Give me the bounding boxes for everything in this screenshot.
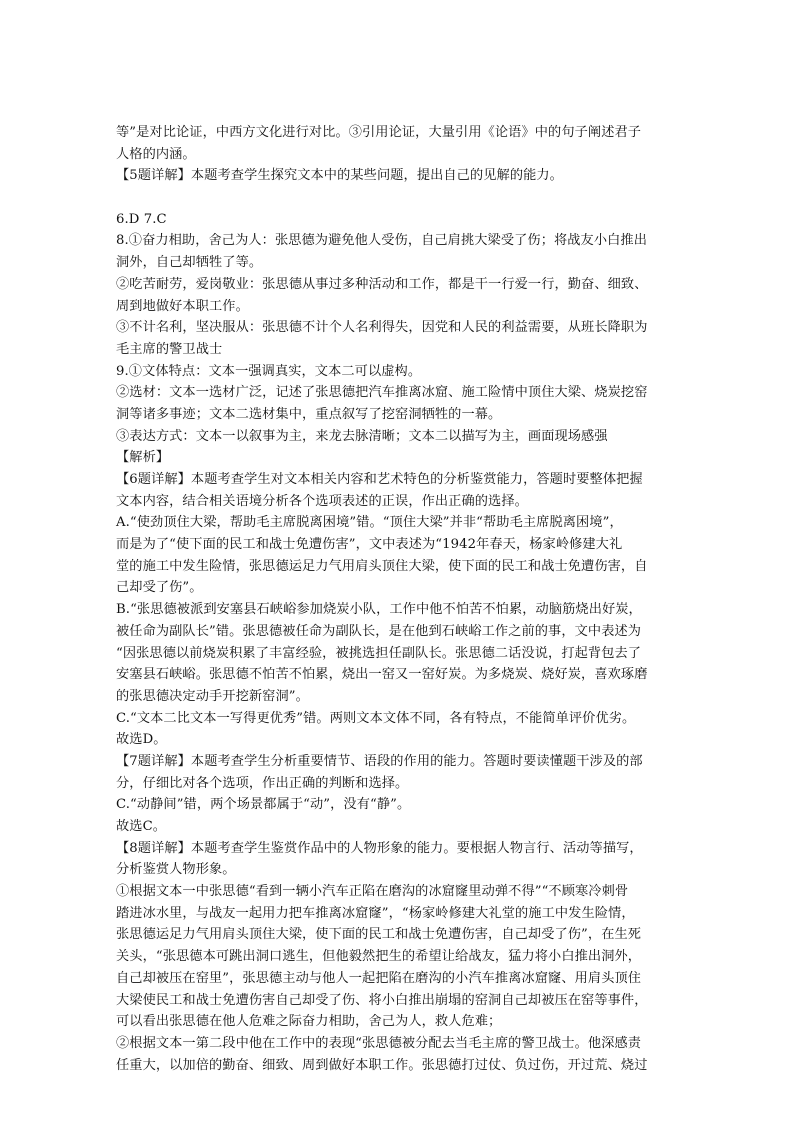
text-line: 9.①文体特点：文本一强调真实，文本二可以虚构。 xyxy=(116,363,422,379)
text-line: 故选C。 xyxy=(116,819,167,834)
text-line: 分，仔细比对各个选项，作出正确的判断和选择。 xyxy=(116,775,409,791)
text-line: 大梁使民工和战士免遭伤害自己却受了伤、将小白推出崩塌的窑洞自己却被压在窑等事件， xyxy=(116,992,648,1008)
text-line: 【7题详解】本题考查学生分析重要情节、语段的作用的能力。答题时要读懂题干涉及的部 xyxy=(116,753,643,769)
text-line: 堂的施工中发生险情，张思德运足力气用肩头顶住大梁，使下面的民工和战士免遭伤害，自 xyxy=(116,558,648,574)
text-line: 己却受了伤”。 xyxy=(116,580,203,596)
text-line: 【6题详解】本题考查学生对文本相关内容和艺术特色的分析鉴赏能力，答题时要整体把握 xyxy=(116,472,643,487)
text-line: 的张思德决定动手开挖新窑洞”。 xyxy=(116,688,309,704)
text-line: 关头，“张思德本可跳出洞口逃生，但他毅然把生的希望让给战友，猛力将小白推出洞外， xyxy=(116,949,642,965)
text-line: 等”是对比论证，中西方文化进行对比。③引用论证，大量引用《论语》中的句子阐述君子 xyxy=(116,125,642,140)
text-line: 可以看出张思德在他人危难之际奋力相助，舍己为人，救人危难； xyxy=(116,1014,502,1030)
text-line: ①根据文本一中张思德“看到一辆小汽车正陷在磨沟的冰窟窿里动弹不得”“不顾寒冷刺骨 xyxy=(116,884,629,900)
text-line: ②选材：文本一选材广泛，记述了张思德把汽车推离冰窟、施工险情中顶住大梁、烧炭挖窑 xyxy=(116,385,648,401)
text-line: B.“张思德被派到安塞县石峡峪参加烧炭小队，工作中他不怕苦不怕累，动脑筋烧出好炭， xyxy=(116,602,642,618)
text-line: ③表达方式：文本一以叙事为主，来龙去脉清晰；文本二以描写为主，画面现场感强 xyxy=(116,428,608,444)
text-line: 【解析】 xyxy=(116,450,170,466)
text-line: 人格的内涵。 xyxy=(116,146,196,162)
blank-line xyxy=(116,187,696,209)
text-line: 洞外，自己却牺牲了等。 xyxy=(116,255,263,271)
text-line: 8.①奋力相助，舍己为人：张思德为避免他人受伤，自己肩挑大梁受了伤；将战友小白推出 xyxy=(116,233,647,249)
text-line: 【8题详解】本题考查学生鉴赏作品中的人物形象的能力。要根据人物言行、活动等描写， xyxy=(116,840,643,856)
text-line: C.“动静间”错，两个场景都属于“动”，没有“静”。 xyxy=(116,797,411,813)
text-line: 洞等诸多事迹；文本二选材集中，重点叙写了挖窑洞牺牲的一幕。 xyxy=(116,406,502,422)
text-line: 自己却被压在窑里”，张思德主动与他人一起把陷在磨沟的小汽车推离冰窟窿、用肩头顶住 xyxy=(116,970,642,986)
text-line: 毛主席的警卫战士 xyxy=(116,341,223,357)
text-line: ②根据文本一第二段中他在工作中的表现“张思德被分配去当毛主席的警卫战士。他深感责 xyxy=(116,1035,642,1051)
text-line: 周到地做好本职工作。 xyxy=(116,298,249,314)
text-line: ③不计名利，坚决服从：张思德不计个人名利得失，因党和人民的利益需要，从班长降职为 xyxy=(116,320,648,336)
text-line: 故选D。 xyxy=(116,732,167,748)
answer-document xyxy=(116,122,696,1076)
text-line: 踏进冰水里，与战友一起用力把车推离冰窟窿”，“杨家岭修建大礼堂的施工中发生险情， xyxy=(116,905,635,921)
text-line: 任重大，以加倍的勤奋、细致、周到做好本职工作。张思德打过仗、负过伤，开过荒、烧过 xyxy=(116,1057,648,1073)
text-line: 而是为了“使下面的民工和战士免遭伤害”，文中表述为“1942年春天，杨家岭修建大礼 xyxy=(116,537,623,553)
text-line: 【5题详解】本题考查学生探究文本中的某些问题，提出自己的见解的能力。 xyxy=(116,168,563,184)
text-line: 张思德运足力气用肩头顶住大梁，使下面的民工和战士免遭伤害，自己却受了伤”，在生死 xyxy=(116,927,642,943)
text-line: ②吃苦耐劳，爱岗敬业：张思德从事过多种活动和工作，都是干一行爱一行，勤奋、细致、 xyxy=(116,276,648,292)
text-line: 被任命为副队长”错。张思德被任命为副队长，是在他到石峡峪工作之前的事，文中表述为 xyxy=(116,623,642,639)
text-line: “因张思德以前烧炭积累了丰富经验，被挑选担任副队长。张思德二话没说，打起背包去了 xyxy=(116,645,642,661)
text-line: 分析鉴赏人物形象。 xyxy=(116,862,236,878)
text-line: C.“文本二比文本一写得更优秀”错。两则文本文体不同，各有特点，不能简单评价优劣。 xyxy=(116,710,636,726)
text-line: 安塞县石峡峪。张思德不怕苦不怕累，烧出一窑又一窑好炭。为多烧炭、烧好炭，喜欢琢磨 xyxy=(116,667,648,683)
text-line: 文本内容，结合相关语境分析各个选项表述的正误，作出正确的选择。 xyxy=(116,493,528,509)
text-line: A.“使劲顶住大梁，帮助毛主席脱离困境”错。“顶住大梁”并非“帮助毛主席脱离困境”， xyxy=(116,515,623,531)
text-line: 6.D 7.C xyxy=(116,211,167,227)
